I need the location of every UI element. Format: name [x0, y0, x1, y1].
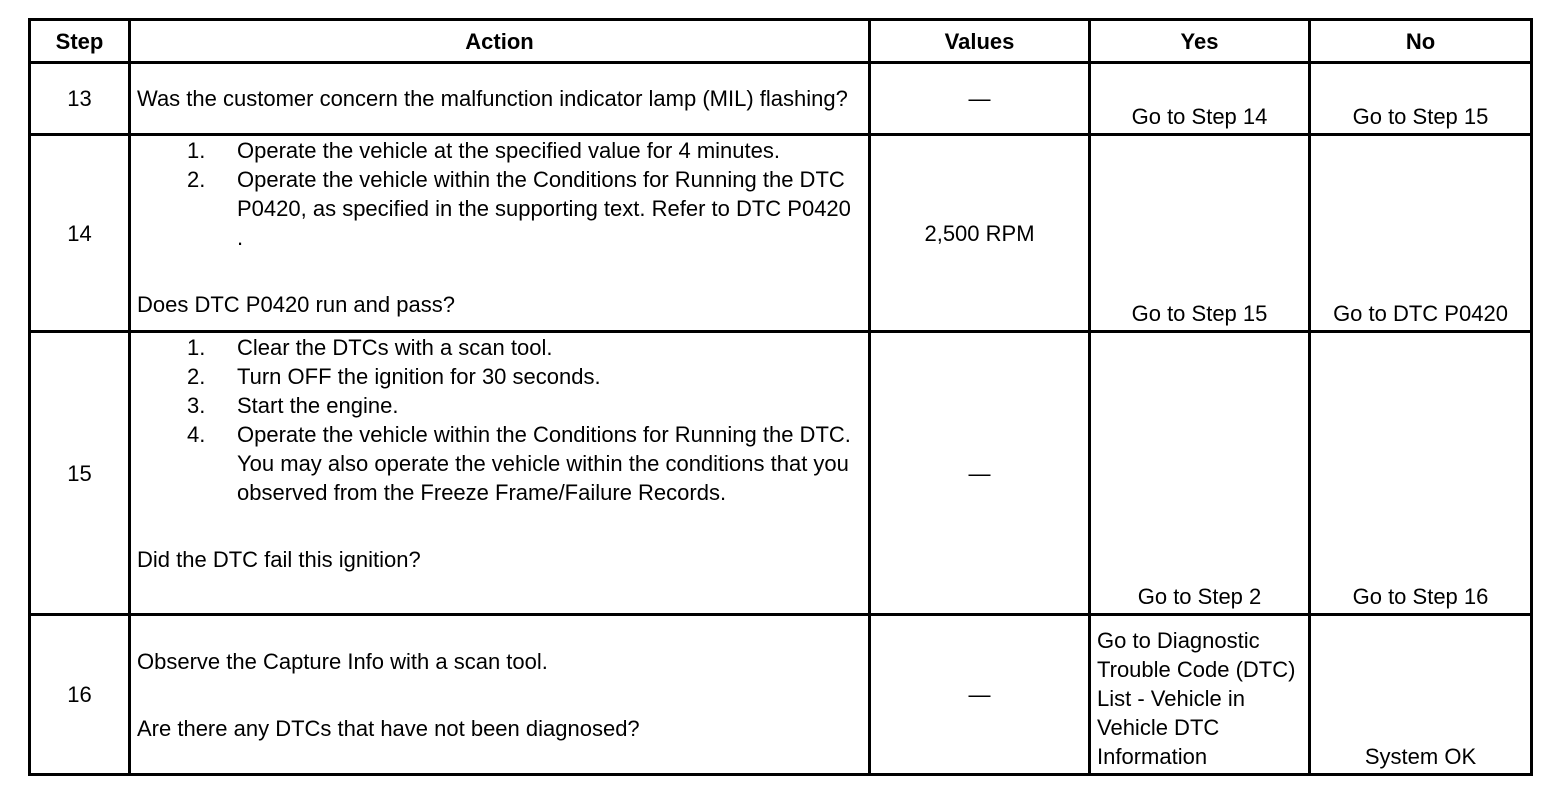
header-row	[30, 20, 1532, 63]
values-cell: —	[870, 332, 1090, 615]
action-cell	[130, 135, 870, 332]
table-row	[30, 332, 1532, 615]
values-cell: —	[870, 63, 1090, 135]
no-link[interactable]: Go to Step 15	[1310, 63, 1532, 135]
action-question: Does DTC P0420 run and pass?	[137, 292, 455, 317]
action-question: Are there any DTCs that have not been diagnosed?	[137, 715, 640, 741]
no-link[interactable]: System OK	[1310, 615, 1532, 775]
action-step: 1. Clear the DTCs with a scan tool.	[187, 335, 553, 360]
table-row	[30, 63, 1532, 135]
action-text: Was the customer concern the malfunction indicator lamp (MIL) flashing?	[130, 63, 870, 135]
values-cell: 2,500 RPM	[870, 135, 1090, 332]
action-step: 4. Operate the vehicle within the Conditions for Running the DTC. You may also operate the vehicle within the conditions that you observed from the Freeze Frame/Failure Records.	[187, 422, 851, 505]
header-no: No	[1310, 20, 1532, 63]
yes-link[interactable]: Go to Step 14	[1090, 63, 1310, 135]
step-number: 15	[30, 332, 130, 615]
action-text: Observe the Capture Info with a scan tool.	[137, 648, 548, 674]
yes-link[interactable]: Go to Diagnostic Trouble Code (DTC) List - Vehicle in Vehicle DTC Information	[1090, 615, 1310, 775]
step-number: 13	[30, 63, 130, 135]
table-row	[30, 135, 1532, 332]
header-action: Action	[130, 20, 870, 63]
diagnostic-table	[28, 18, 1533, 776]
step-number: 16	[30, 615, 130, 775]
action-step: 1. Operate the vehicle at the specified value for 4 minutes.	[187, 138, 780, 163]
action-steps	[137, 333, 862, 507]
action-cell	[130, 332, 870, 615]
action-step: 2. Turn OFF the ignition for 30 seconds.	[187, 364, 601, 389]
values-cell: —	[870, 615, 1090, 775]
action-step: 2. Operate the vehicle within the Conditions for Running the DTC P0420, as specified in the supporting text. Refer to DTC P0420 .	[187, 167, 851, 250]
header-values: Values	[870, 20, 1090, 63]
action-step: 3. Start the engine.	[187, 393, 399, 418]
step-number: 14	[30, 135, 130, 332]
action-question: Did the DTC fail this ignition?	[137, 547, 421, 572]
no-link[interactable]: Go to Step 16	[1310, 332, 1532, 615]
action-cell	[130, 615, 870, 775]
yes-link[interactable]: Go to Step 2	[1090, 332, 1310, 615]
header-step: Step	[30, 20, 130, 63]
yes-link[interactable]: Go to Step 15	[1090, 135, 1310, 332]
header-yes: Yes	[1090, 20, 1310, 63]
action-steps	[137, 136, 862, 252]
no-link[interactable]: Go to DTC P0420	[1310, 135, 1532, 332]
table-row	[30, 615, 1532, 775]
